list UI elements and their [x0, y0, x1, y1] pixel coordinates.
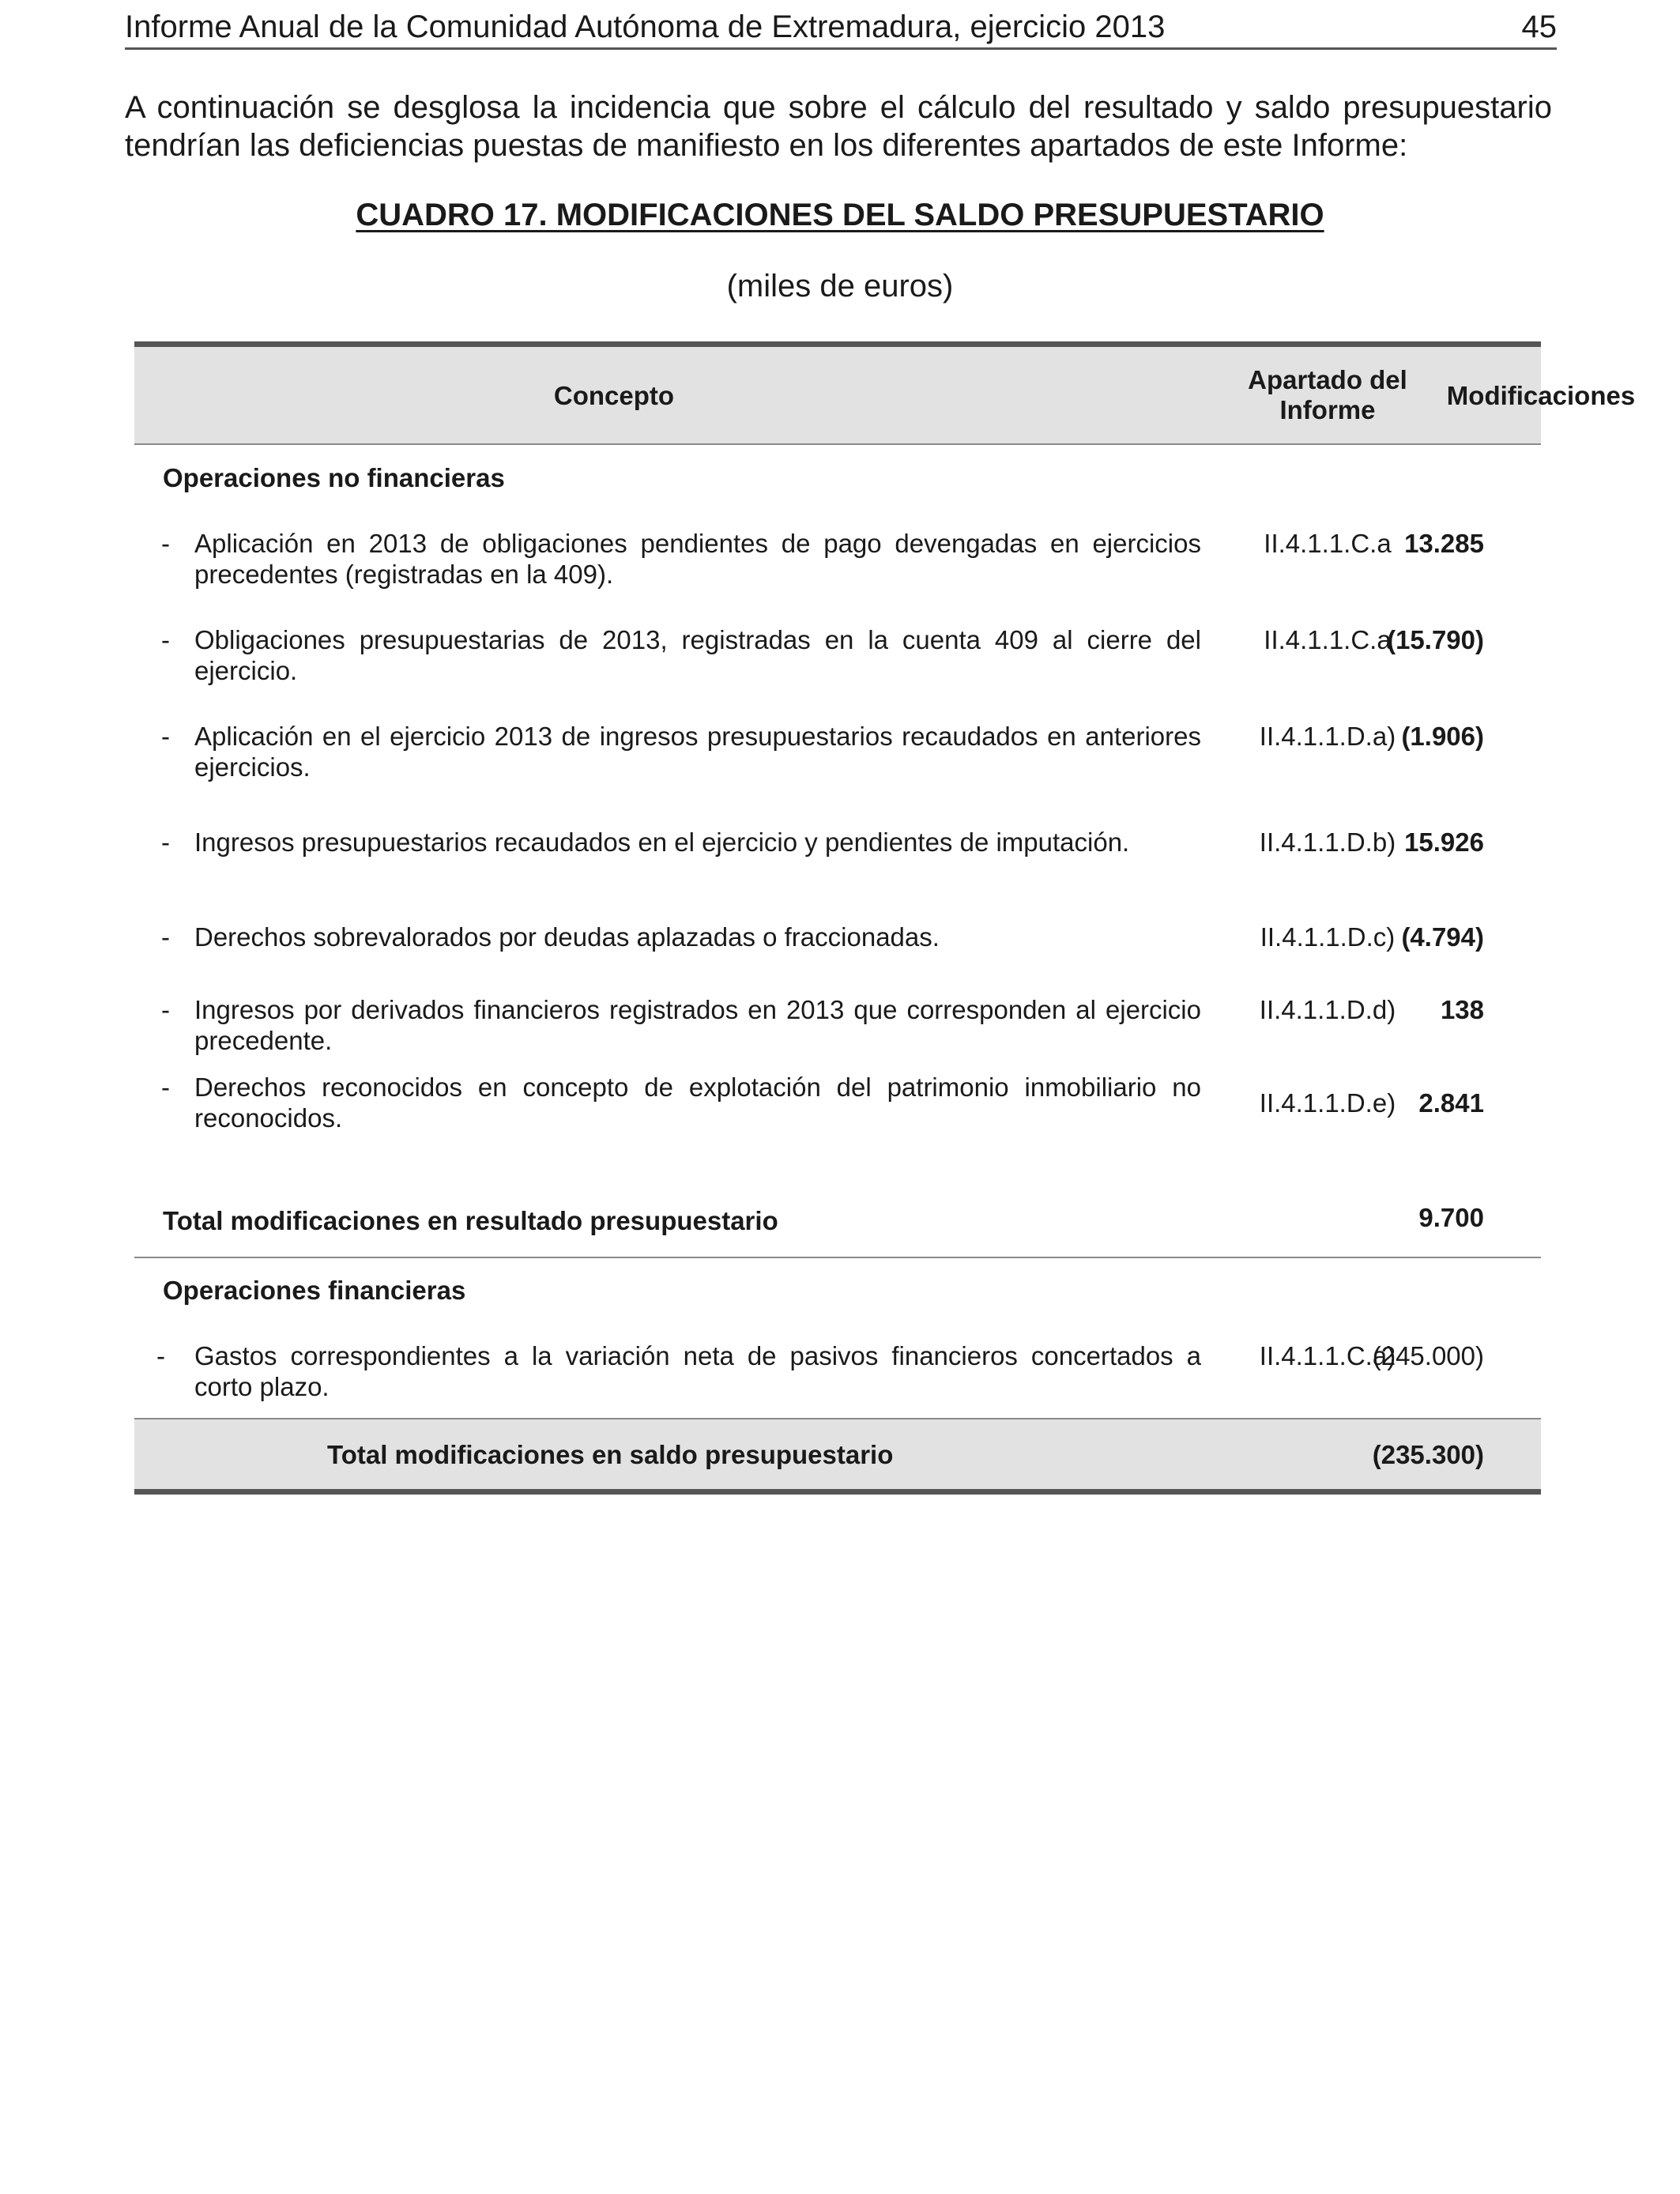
section-operaciones-no-financieras: Operaciones no financieras: [163, 463, 505, 492]
row-modificacion: (245.000): [1372, 1341, 1484, 1370]
running-title: Informe Anual de la Comunidad Autónoma de Extremadura, ejercicio 2013: [125, 9, 1166, 44]
table-units: (miles de euros): [726, 269, 954, 303]
column-header-concepto: Concepto: [553, 381, 675, 410]
row-concepto: Derechos reconocidos en concepto de explotación del patrimonio inmobiliario no reconocidos.: [194, 1072, 1201, 1133]
intro-paragraph: A continuación se desglosa la incidencia que sobre el cálculo del resultado y saldo presupuestario tendrían las deficiencias puestas de manifiesto en los diferentes apartados de este Informe:: [125, 90, 1552, 163]
row-concepto: Derechos sobrevalorados por deudas aplazadas o fraccionadas.: [194, 922, 940, 952]
column-header-modificaciones: Modificaciones: [1446, 381, 1636, 410]
row-bullet: -: [161, 995, 170, 1024]
table-top-rule: [134, 341, 1541, 347]
table-bottom-rule: [134, 1489, 1541, 1495]
row-modificacion: (4.794): [1401, 922, 1484, 952]
row-modificacion: (1.906): [1401, 722, 1484, 751]
row-concepto: Aplicación en 2013 de obligaciones pendientes de pago devengadas en ejercicios precedentes (registradas en la 409).: [194, 529, 1201, 589]
row-concepto: Ingresos por derivados financieros registrados en 2013 que corresponden al ejercicio precedente.: [194, 995, 1201, 1055]
row-modificacion: 15.926: [1404, 827, 1484, 857]
row-apartado: II.4.1.1.D.c): [1260, 922, 1396, 952]
header-bottom-rule: [134, 443, 1541, 445]
total-resultado-label: Total modificaciones en resultado presupuestario: [163, 1206, 778, 1235]
column-header-apartado: Apartado del Informe: [1248, 365, 1407, 424]
row-bullet: -: [161, 827, 170, 857]
row-modificacion: (15.790): [1387, 625, 1484, 654]
row-modificacion: 138: [1440, 995, 1484, 1024]
row-bullet: -: [161, 722, 170, 751]
row-apartado: II.4.1.1.D.e): [1259, 1088, 1396, 1118]
total-saldo-value: (235.300): [1372, 1440, 1484, 1469]
row-apartado: II.4.1.1.D.d): [1259, 995, 1396, 1024]
row-modificacion: 13.285: [1404, 529, 1484, 558]
total-saldo-label: Total modificaciones en saldo presupuestario: [327, 1440, 894, 1469]
row-concepto: Gastos correspondientes a la variación neta de pasivos financieros concertados a corto plazo.: [194, 1341, 1201, 1401]
row-bullet: -: [161, 529, 170, 558]
row-apartado: II.4.1.1.C.a: [1264, 625, 1392, 654]
row-apartado: II.4.1.1.C.a): [1259, 1341, 1396, 1370]
row-bullet: -: [161, 625, 170, 654]
total-resultado-value: 9.700: [1418, 1203, 1484, 1232]
row-concepto: Aplicación en el ejercicio 2013 de ingresos presupuestarios recaudados en anteriores ejercicios.: [194, 722, 1201, 782]
row-bullet: -: [161, 922, 170, 952]
row-modificacion: 2.841: [1418, 1088, 1484, 1118]
row-apartado: II.4.1.1.D.a): [1259, 722, 1396, 751]
row-apartado: II.4.1.1.C.a: [1264, 529, 1392, 558]
section-divider: [134, 1257, 1541, 1258]
modifications-table: [134, 341, 1636, 1495]
row-apartado: II.4.1.1.D.b): [1259, 827, 1396, 857]
row-concepto: Ingresos presupuestarios recaudados en el ejercicio y pendientes de imputación.: [194, 827, 1130, 857]
row-bullet: -: [161, 1072, 170, 1102]
row-concepto: Obligaciones presupuestarias de 2013, registradas en la cuenta 409 al cierre del ejercicio.: [194, 625, 1201, 685]
page-header: [125, 6, 1557, 50]
row-bullet: -: [156, 1341, 165, 1370]
table-title: CUADRO 17. MODIFICACIONES DEL SALDO PRESUPUESTARIO: [356, 198, 1324, 232]
page-number: 45: [1521, 9, 1557, 44]
section-operaciones-financieras: Operaciones financieras: [163, 1276, 466, 1305]
